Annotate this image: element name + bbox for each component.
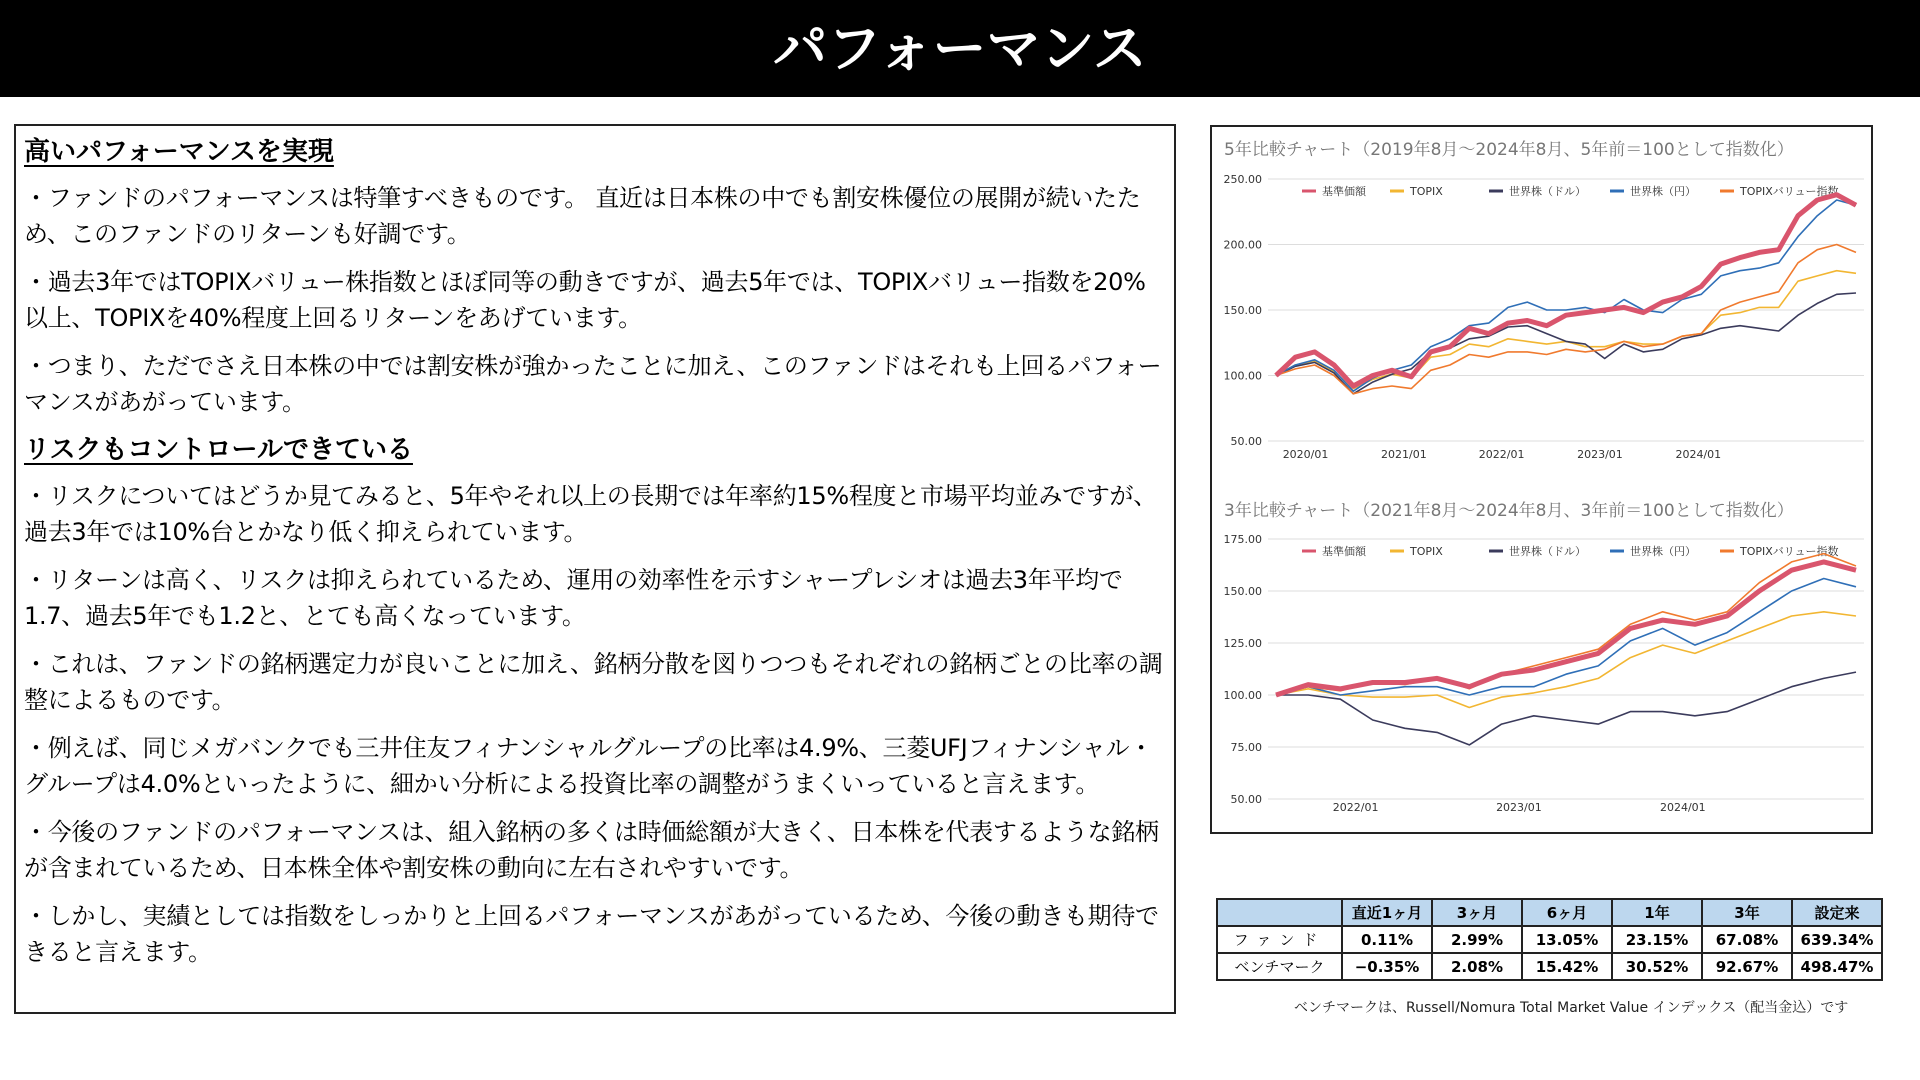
series-line <box>1276 195 1856 386</box>
table-header-cell: 3ヶ月 <box>1432 899 1522 926</box>
series-line <box>1276 579 1856 696</box>
table-header-row <box>1217 899 1882 926</box>
series-line <box>1276 245 1856 394</box>
y-tick-label: 125.00 <box>1223 637 1262 650</box>
table-header-cell: 3年 <box>1702 899 1792 926</box>
paragraph: ・例えば、同じメガバンクでも三井住友フィナンシャルグループの比率は4.9%、三菱UFJフィナンシャル・グループは4.0%といったように、細かい分析による投資比率の調整がうまくいっていると言えます。 <box>24 734 1153 798</box>
paragraph: ・しかし、実績としては指数をしっかりと上回るパフォーマンスがあがっているため、今後の動きも期待できると言えます。 <box>24 902 1159 966</box>
x-tick-label: 2022/01 <box>1478 448 1525 461</box>
x-tick-label: 2024/01 <box>1659 801 1706 814</box>
table-header-cell <box>1217 899 1342 926</box>
header-bar <box>0 0 1920 97</box>
x-tick-label: 2020/01 <box>1282 448 1329 461</box>
table-cell: 67.08% <box>1702 926 1792 953</box>
table-cell: 13.05% <box>1522 926 1612 953</box>
table-header-cell: 設定来 <box>1792 899 1882 926</box>
y-tick-label: 175.00 <box>1223 533 1262 546</box>
section-heading: 高いパフォーマンスを実現 <box>24 137 334 167</box>
table-header-cell: 1年 <box>1612 899 1702 926</box>
table-row-label: ファンド <box>1217 926 1342 953</box>
chart-title: 5年比較チャート（2019年8月～2024年8月、5年前＝100として指数化） <box>1224 140 1794 160</box>
series-line <box>1276 200 1856 391</box>
table-cell: 2.99% <box>1432 926 1522 953</box>
table-cell: 639.34% <box>1792 926 1882 953</box>
x-tick-label: 2023/01 <box>1577 448 1623 461</box>
y-tick-label: 200.00 <box>1223 238 1262 252</box>
paragraph: ・今後のファンドのパフォーマンスは、組入銘柄の多くは時価総額が大きく、日本株を代表するような銘柄が含まれているため、日本株全体や割安株の動向に左右されやすいです。 <box>24 818 1159 882</box>
y-tick-label: 250.00 <box>1223 173 1262 186</box>
paragraph: ・リスクについてはどうか見てみると、5年やそれ以上の長期では年率約15%程度と市場平均並みですが、過去3年では10%台とかなり低く抑えられています。 <box>24 482 1157 546</box>
table-cell: 498.47% <box>1792 953 1882 980</box>
x-tick-label: 2022/01 <box>1332 801 1379 814</box>
x-tick-label: 2023/01 <box>1496 801 1542 814</box>
page-title: パフォーマンス <box>773 17 1147 80</box>
legend-label: TOPIXバリュー指数 <box>1740 185 1839 198</box>
y-tick-label: 100.00 <box>1223 689 1262 702</box>
x-tick-label: 2021/01 <box>1381 448 1427 461</box>
paragraph: ・過去3年ではTOPIXバリュー株指数とほぼ同等の動きですが、過去5年では、TOPIXバリュー指数を20%以上、TOPIXを40%程度上回るリターンをあげています。 <box>24 268 1146 332</box>
y-tick-label: 50.00 <box>1230 435 1262 448</box>
table-cell: 23.15% <box>1612 926 1702 953</box>
y-tick-label: 150.00 <box>1223 304 1262 317</box>
y-tick-label: 50.00 <box>1230 793 1262 806</box>
table-cell: 92.67% <box>1702 953 1792 980</box>
paragraph: ・つまり、ただでさえ日本株の中では割安株が強かったことに加え、このファンドはそれも上回るパフォーマンスがあがっています。 <box>24 352 1162 416</box>
y-tick-label: 75.00 <box>1230 741 1262 754</box>
paragraph: ・リターンは高く、リスクは抑えられているため、運用の効率性を示すシャープレシオは過去3年平均で1.7、過去5年でも1.2と、とても高くなっています。 <box>24 566 1123 630</box>
legend-label: 基準価額 <box>1322 545 1366 558</box>
table-cell: −0.35% <box>1342 953 1432 980</box>
legend-label: TOPIX <box>1410 185 1443 198</box>
performance-table <box>1216 898 1883 981</box>
benchmark-footnote: ベンチマークは、Russell/Nomura Total Market Value インデックス（配当金込）です <box>1294 1000 1849 1016</box>
legend-label: 世界株（ドル） <box>1509 185 1586 198</box>
section-heading: リスクもコントロールできている <box>24 435 413 465</box>
table-cell: 30.52% <box>1612 953 1702 980</box>
charts-canvas <box>1212 127 1875 836</box>
table-cell: 15.42% <box>1522 953 1612 980</box>
commentary-panel <box>14 124 1176 1014</box>
table-header-cell: 6ヶ月 <box>1522 899 1612 926</box>
chart-panel <box>1210 125 1873 834</box>
table-row <box>1217 953 1882 980</box>
legend-label: 基準価額 <box>1322 185 1366 198</box>
legend-label: 世界株（円） <box>1630 545 1696 558</box>
paragraph: ・ファンドのパフォーマンスは特筆すべきものです。 直近は日本株の中でも割安株優位の展開が続いたため、このファンドのリターンも好調です。 <box>24 184 1141 248</box>
legend-label: 世界株（ドル） <box>1509 545 1586 558</box>
legend-label: TOPIX <box>1410 545 1443 558</box>
y-tick-label: 100.00 <box>1223 369 1262 383</box>
table-cell: 0.11% <box>1342 926 1432 953</box>
table-header-cell: 直近1ヶ月 <box>1342 899 1432 926</box>
chart-title: 3年比較チャート（2021年8月～2024年8月、3年前＝100として指数化） <box>1224 501 1794 521</box>
y-tick-label: 150.00 <box>1223 585 1262 598</box>
legend-label: TOPIXバリュー指数 <box>1740 545 1839 558</box>
table-row-label: ベンチマーク <box>1217 953 1342 980</box>
paragraph: ・これは、ファンドの銘柄選定力が良いことに加え、銘柄分散を図りつつもそれぞれの銘柄ごとの比率の調整によるものです。 <box>24 650 1163 714</box>
legend-label: 世界株（円） <box>1630 185 1696 198</box>
table-row <box>1217 926 1882 953</box>
x-tick-label: 2024/01 <box>1675 448 1722 461</box>
table-cell: 2.08% <box>1432 953 1522 980</box>
